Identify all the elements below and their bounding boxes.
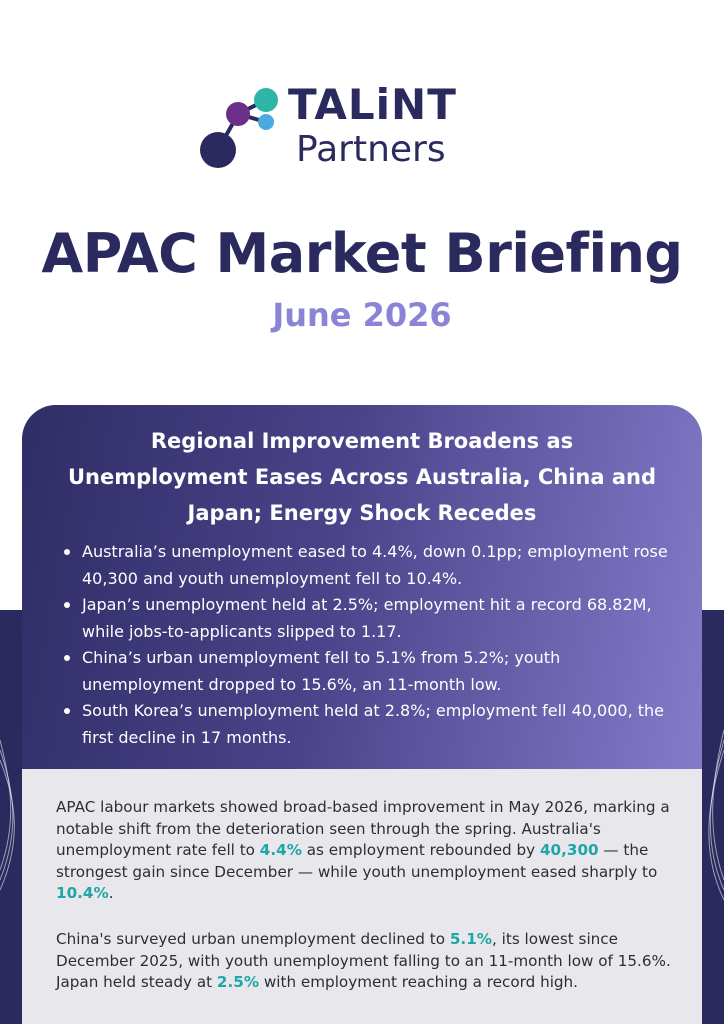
body-text-panel [22,769,702,1024]
page-title: APAC Market Briefing [41,222,683,285]
p1-highlight-au-rate: 4.4% [259,841,302,859]
logo-word-partners: Partners [296,129,446,170]
bullet-south-korea: South Korea’s unemployment held at 2.8%; employment fell 40,000, the first decline in 17 months. [64,698,674,751]
summary-bullet-list [64,539,674,751]
talint-partners-logo [196,82,496,174]
p2-highlight-china-rate: 5.1% [449,930,492,948]
body-paragraph-1 [56,797,672,905]
p1-highlight-employment: 40,300 [539,841,599,859]
page-subtitle: June 2026 [272,296,452,334]
summary-card [22,405,702,769]
bullet-japan: Japan’s unemployment held at 2.5%; employment hit a record 68.82M, while jobs-to-applicants slipped to 1.17. [64,592,674,645]
bullet-china: China’s urban unemployment fell to 5.1% from 5.2%; youth unemployment dropped to 15.6%, an 11-month low. [64,645,674,698]
summary-headline: Regional Improvement Broadens as Unemployment Eases Across Australia, China and Japan; Energy Shock Recedes [67,429,657,525]
p2-text-3: with employment reaching a record high. [259,973,579,991]
p1-text-3: — the strongest gain since December — while youth unemployment eased sharply to [56,841,658,881]
p2-highlight-japan-rate: 2.5% [216,973,260,991]
p2-text-2: , its lowest since December 2025, with youth unemployment falling to an 11-month low of 15.6%. Japan held steady at [56,930,671,991]
bullet-australia: Australia’s unemployment eased to 4.4%, down 0.1pp; employment rose 40,300 and youth unemployment fell to 10.4%. [64,539,674,592]
p2-text-1: China's surveyed urban unemployment declined to [56,930,450,948]
body-paragraph-2 [56,929,672,994]
p1-text-1: APAC labour markets showed broad-based improvement in May 2026, marking a notable shift from the deterioration seen through the spring. Australia's unemployment rate fell to [56,798,670,859]
logo-molecule-icon [196,82,288,174]
p1-text-4: . [108,884,114,902]
p1-highlight-youth: 10.4% [56,884,109,902]
p1-text-2: as employment rebounded by [301,841,540,859]
logo-word-talint: TALiNT [288,80,457,129]
